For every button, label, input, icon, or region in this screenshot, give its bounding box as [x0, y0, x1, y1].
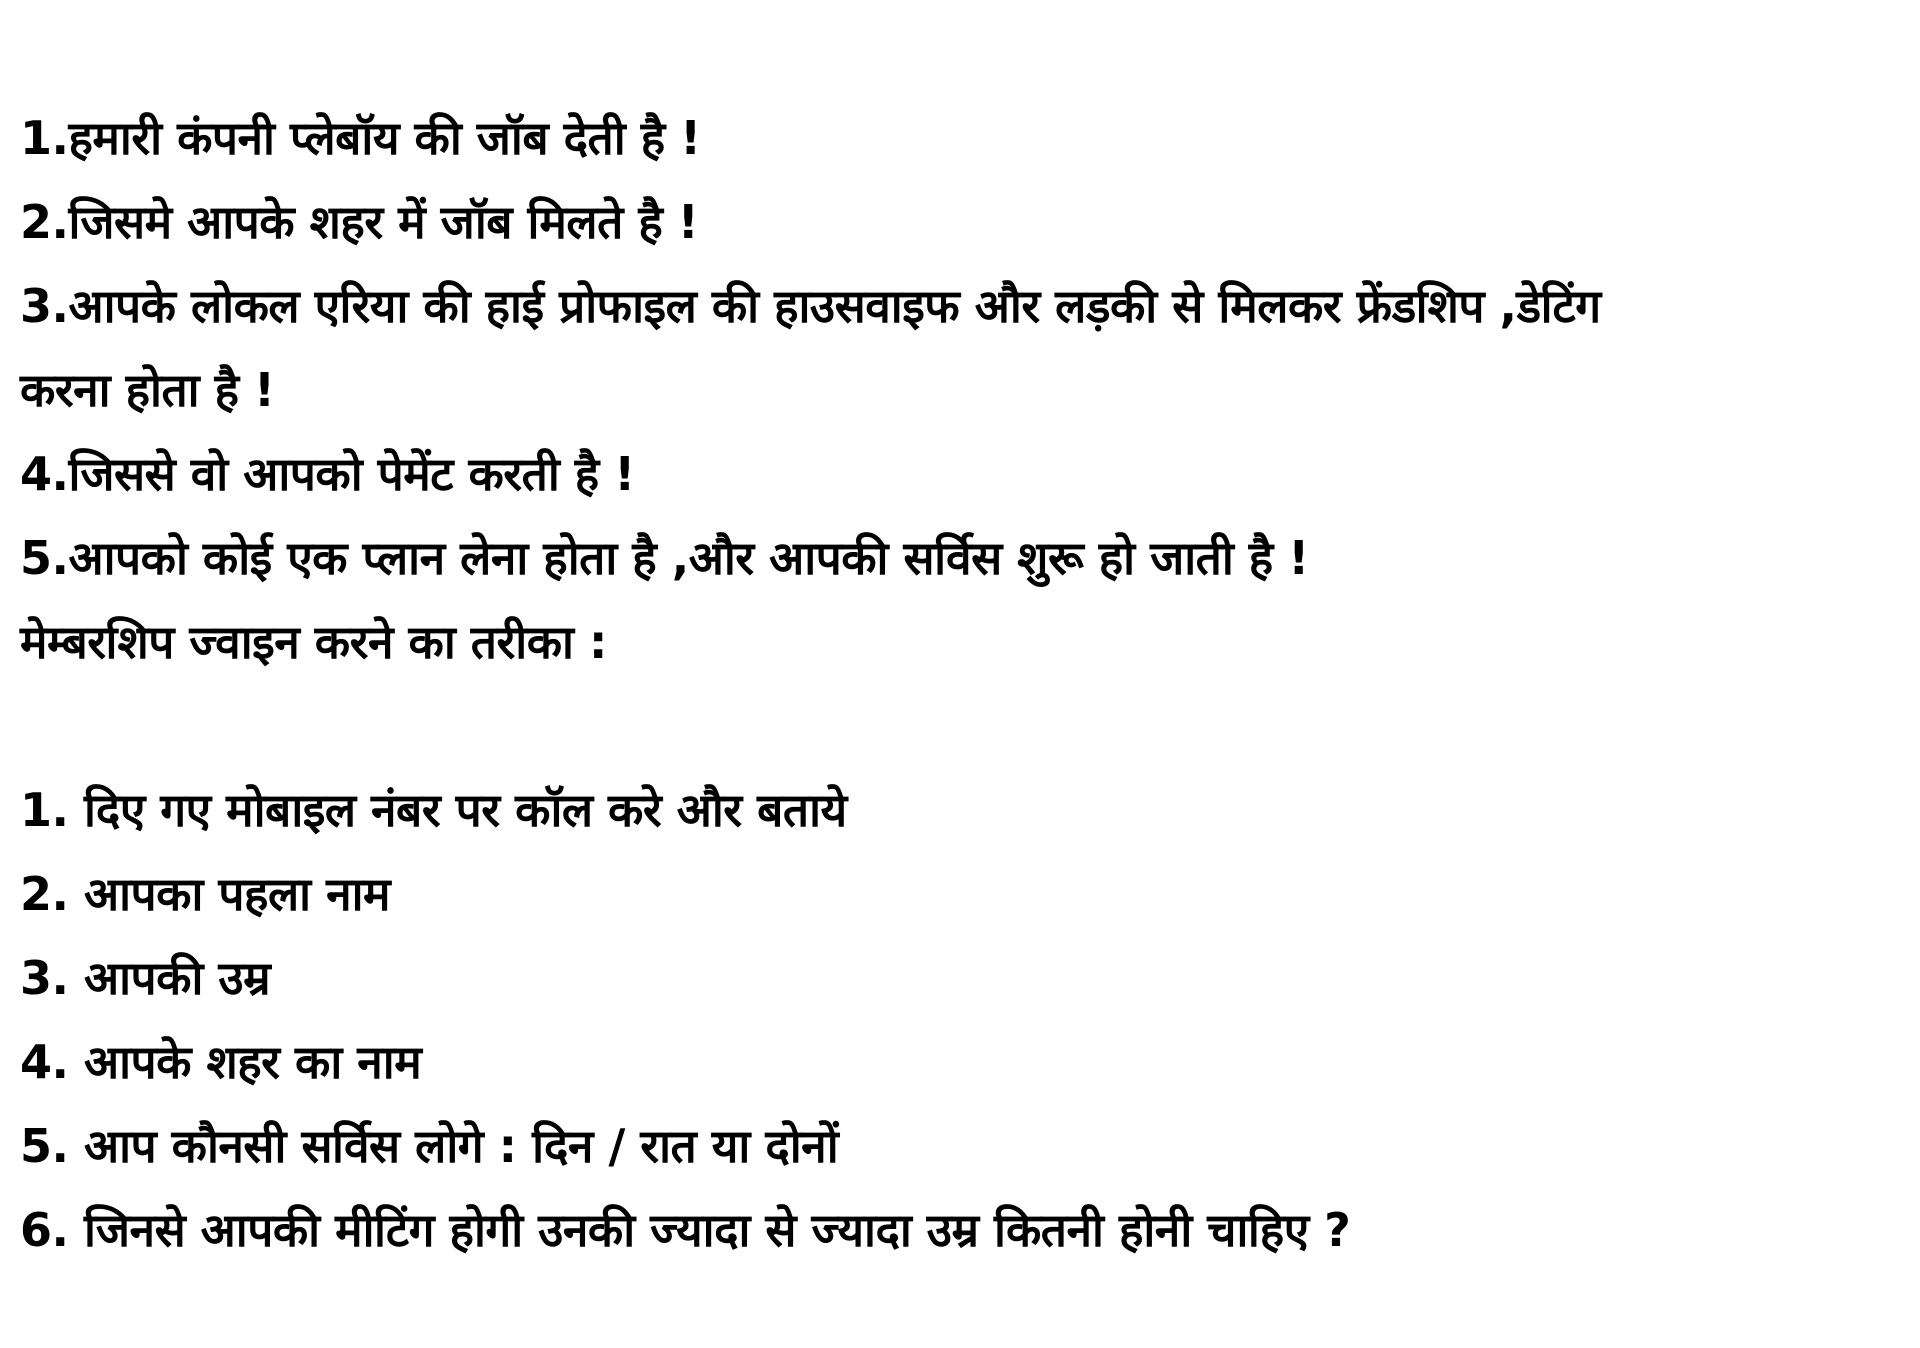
job-point-5: 5.आपको कोई एक प्लान लेना होता है ,और आपकी सर्विस शुरू हो जाती है ! — [20, 531, 1309, 585]
membership-step-2: 2. आपका पहला नाम — [20, 867, 391, 921]
membership-heading: मेम्बरशिप ज्वाइन करने का तरीका : — [20, 615, 607, 669]
membership-step-3: 3. आपकी उम्र — [20, 951, 271, 1005]
job-point-4: 4.जिससे वो आपको पेमेंट करती है ! — [20, 447, 635, 501]
membership-step-1: 1. दिए गए मोबाइल नंबर पर कॉल करे और बताये — [20, 783, 847, 837]
job-point-1: 1.हमारी कंपनी प्लेबॉय की जॉब देती है ! — [20, 111, 701, 165]
job-point-3: 3.आपके लोकल एरिया की हाई प्रोफाइल की हाउसवाइफ और लड़की से मिलकर फ्रेंडशिप ,डेटिंग — [20, 279, 1601, 333]
job-point-2: 2.जिसमे आपके शहर में जॉब मिलते है ! — [20, 195, 699, 249]
membership-step-6: 6. जिनसे आपकी मीटिंग होगी उनकी ज्यादा से ज्यादा उम्र कितनी होनी चाहिए ? — [20, 1203, 1351, 1257]
membership-step-4: 4. आपके शहर का नाम — [20, 1035, 422, 1089]
document-body — [20, 96, 1910, 1272]
job-point-3-continued: करना होता है ! — [20, 363, 275, 417]
spacer — [20, 684, 1910, 768]
membership-step-5: 5. आप कौनसी सर्विस लोगे : दिन / रात या दोनों — [20, 1119, 839, 1173]
